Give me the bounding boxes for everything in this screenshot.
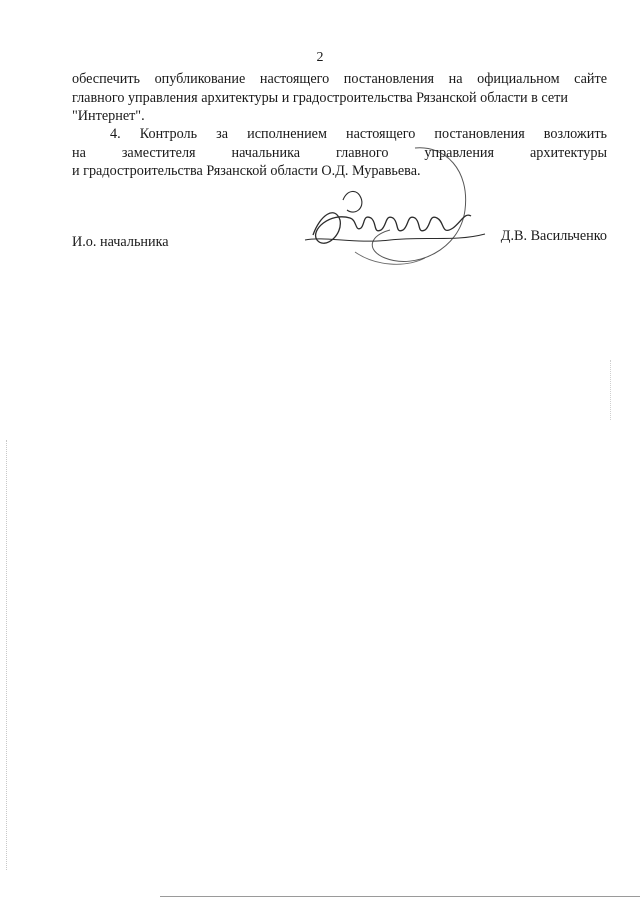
paragraph-line: на заместителя начальника главного управления архитектуры — [72, 144, 607, 161]
scan-edge-mark — [6, 440, 8, 870]
paragraph-line: 4. Контроль за исполнением настоящего постановления возложить — [110, 126, 607, 142]
scan-edge-mark — [610, 360, 612, 420]
paragraph-publication — [72, 70, 607, 126]
paragraph-line: обеспечить опубликование настоящего постановления на официальном сайте — [72, 71, 607, 87]
signer-name: Д.В. Васильченко — [500, 228, 607, 244]
scan-bottom-edge — [160, 896, 640, 897]
page-number: 2 — [316, 50, 324, 65]
signer-role: И.о. начальника — [72, 234, 169, 250]
paragraph-line: и градостроительства Рязанской области О.Д. Муравьева. — [72, 163, 421, 179]
handwritten-signature — [295, 140, 495, 280]
paragraph-line: главного управления архитектуры и градостроительства Рязанской области в сети — [72, 89, 568, 106]
paragraph-line: "Интернет". — [72, 108, 145, 124]
